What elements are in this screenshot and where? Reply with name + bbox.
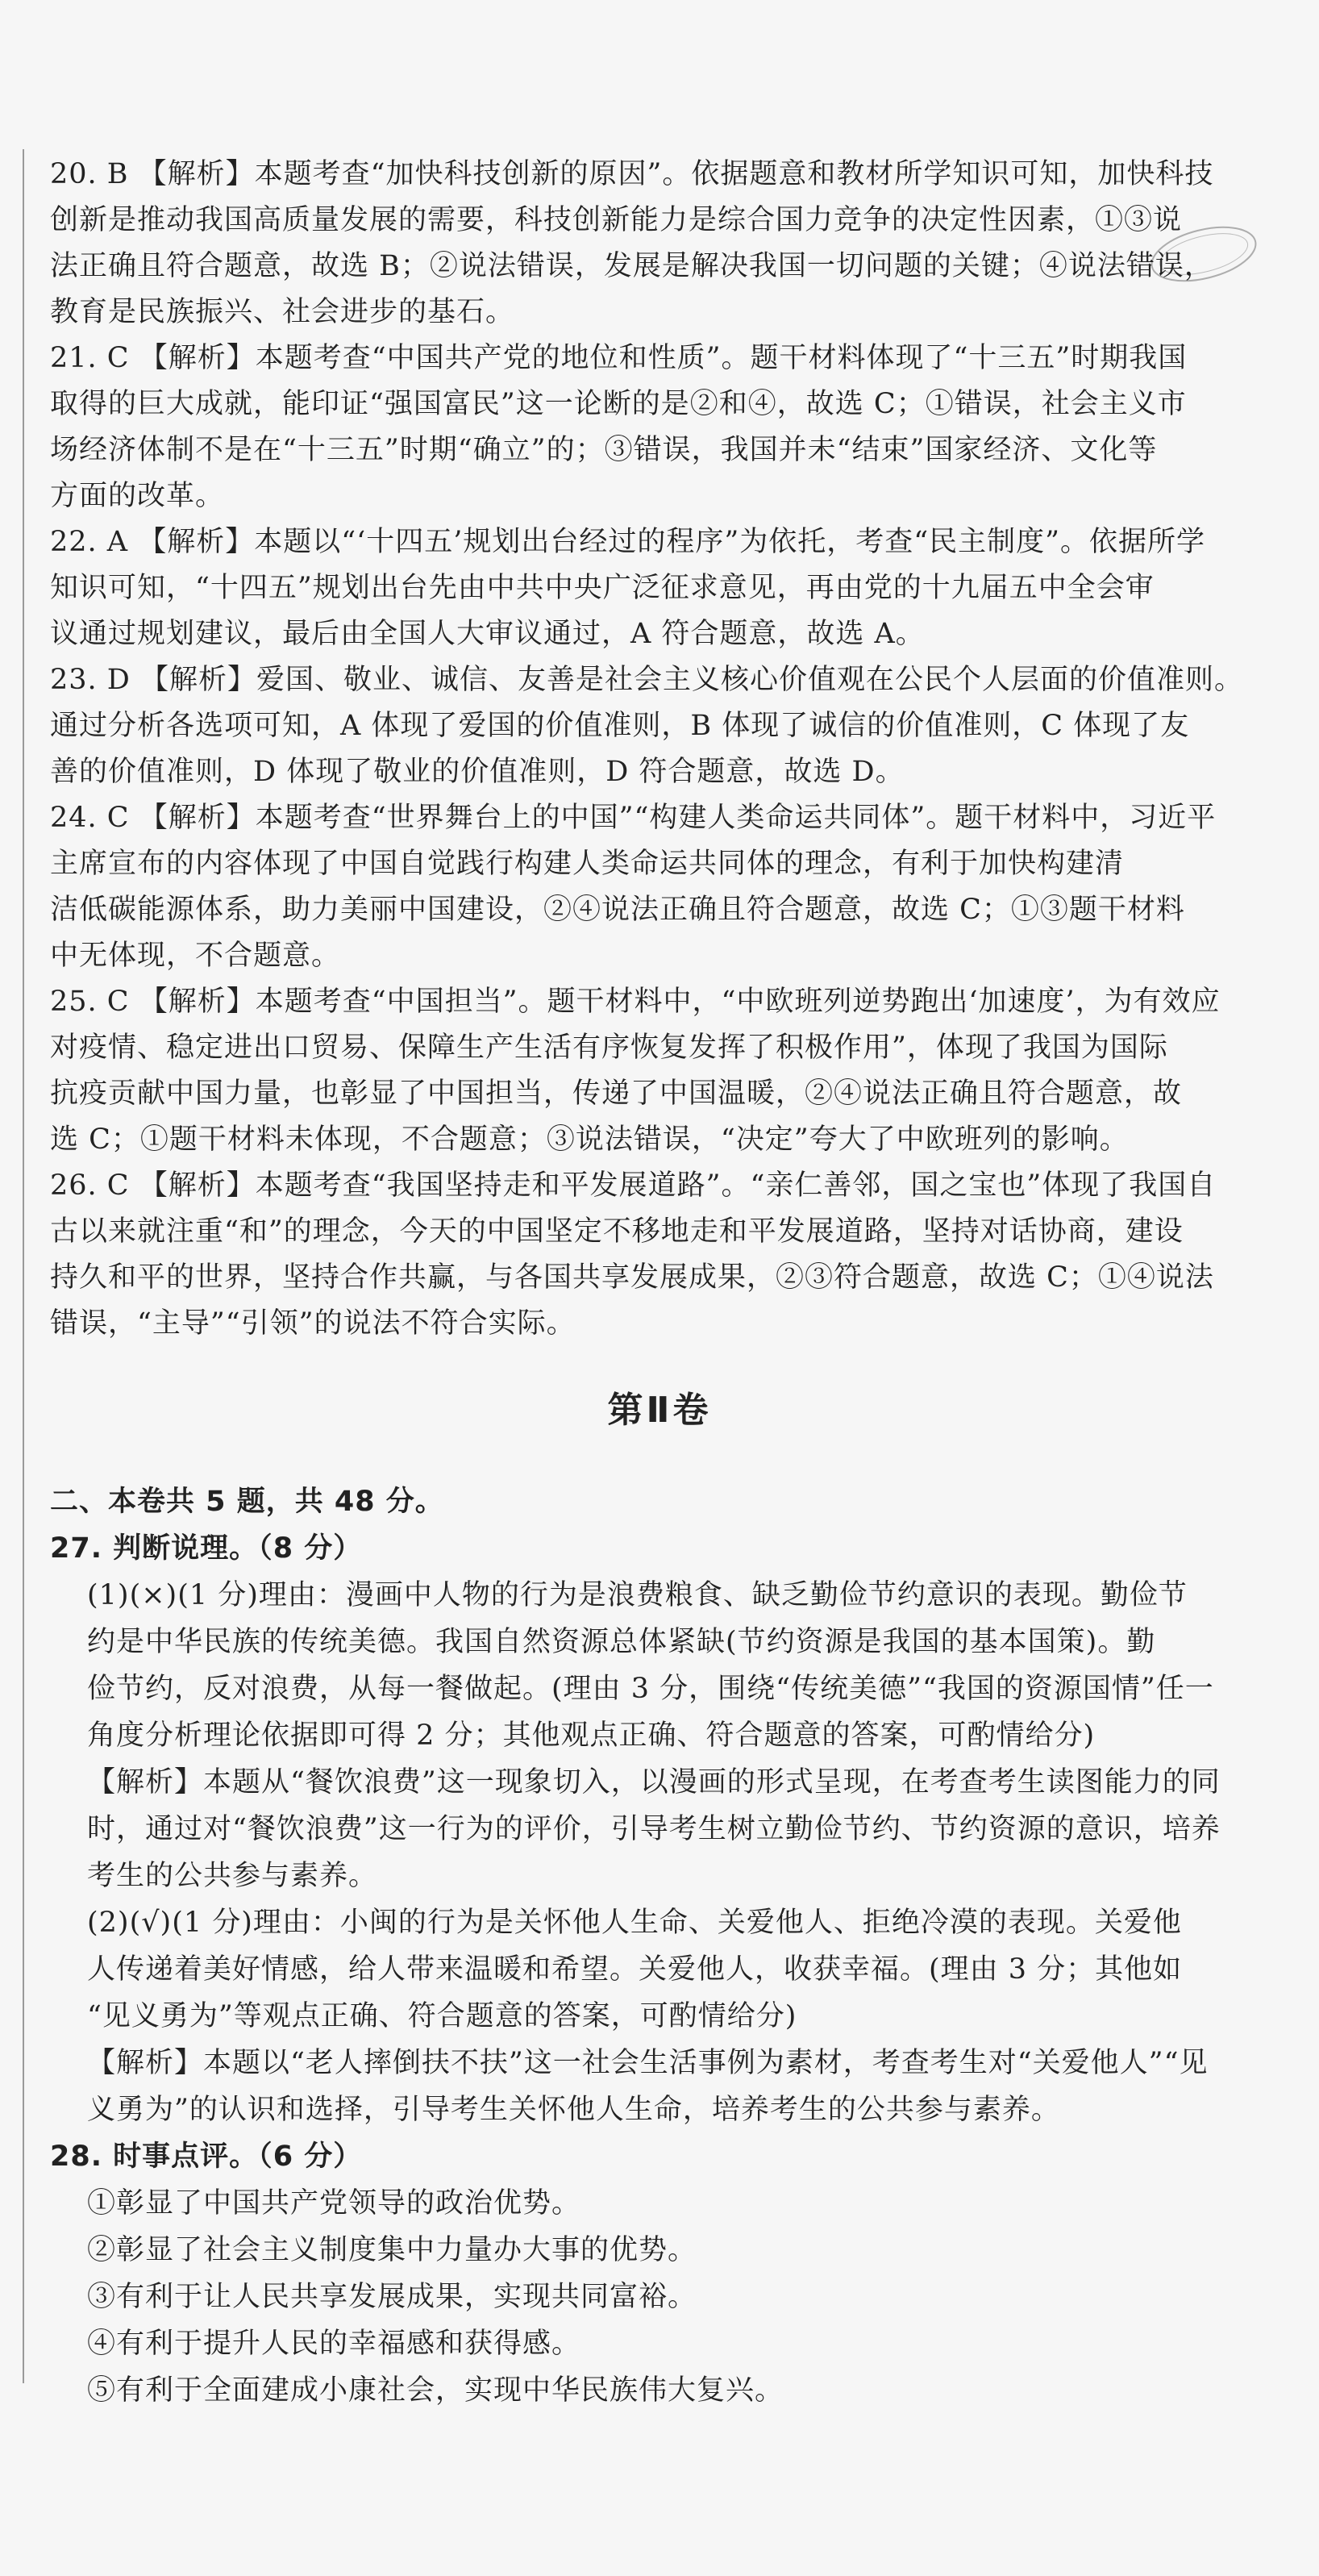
answer-line: 法正确且符合题意，故选 B；②说法错误，发展是解决我国一切问题的关键；④说法错误， xyxy=(50,250,1213,282)
answer-line: 约是中华民族的传统美德。我国自然资源总体紧缺(节约资源是我国的基本国策)。勤 xyxy=(87,1626,1156,1658)
q27-title: 27. 判断说理。（8 分） xyxy=(50,1532,363,1565)
analysis-line: 【解析】本题从“餐饮浪费”这一现象切入，以漫画的形式呈现，在考查考生读图能力的同 xyxy=(87,1766,1221,1799)
q27-analysis-1 xyxy=(50,1759,1259,1899)
q28-point: ②彰显了社会主义制度集中力量办大事的优势。 xyxy=(87,2234,697,2266)
answer-line: 角度分析理论依据即可得 2 分；其他观点正确、符合题意的答案，可酌情给分) xyxy=(87,1719,1096,1752)
answer-line: 古以来就注重“和”的理念，今天的中国坚定不移地走和平发展道路，坚持对话协商，建设 xyxy=(50,1215,1184,1248)
answer-line: 22. A 【解析】本题以“‘十四五’规划出台经过的程序”为依托，考查“民主制度”。依据所学 xyxy=(50,526,1206,558)
margin-rule xyxy=(23,149,24,2383)
answer-line: 善的价值准则，D 体现了敬业的价值准则，D 符合题意，故选 D。 xyxy=(50,756,905,788)
q28-title: 28. 时事点评。（6 分） xyxy=(50,2140,363,2173)
answer-line: 取得的巨大成就，能印证“强国富民”这一论断的是②和④，故选 C；①错误，社会主义市 xyxy=(50,388,1187,420)
answer-line: 23. D 【解析】爱国、敬业、诚信、友善是社会主义核心价值观在公民个人层面的价值准则。 xyxy=(50,664,1243,696)
answer-line: 人传递着美好情感，给人带来温暖和希望。关爱他人，收获幸福。(理由 3 分；其他如 xyxy=(87,1953,1183,1986)
analysis-line: 考生的公共参与素养。 xyxy=(87,1860,378,1892)
q28-points xyxy=(50,2180,1259,2414)
answer-line: (2)(√)(1 分)理由：小闽的行为是关怀他人生命、关爱他人、拒绝冷漠的表现。关爱他 xyxy=(87,1907,1182,1939)
answer-line: 26. C 【解析】本题考查“我国坚持走和平发展道路”。“亲仁善邻，国之宝也”体现了我国自 xyxy=(50,1169,1217,1202)
q27-analysis-2 xyxy=(50,2040,1259,2133)
answer-26 xyxy=(50,1163,1259,1347)
q28-point: ①彰显了中国共产党领导的政治优势。 xyxy=(87,2187,581,2220)
answer-20 xyxy=(50,152,1259,336)
answer-21 xyxy=(50,336,1259,519)
answer-25 xyxy=(50,979,1259,1163)
answer-line: (1)(×)(1 分)理由：漫画中人物的行为是浪费粮食、缺乏勤俭节约意识的表现。勤俭节 xyxy=(87,1579,1188,1611)
answer-line: 抗疫贡献中国力量，也彰显了中国担当，传递了中国温暖，②④说法正确且符合题意，故 xyxy=(50,1078,1183,1110)
answer-line: 20. B 【解析】本题考查“加快科技创新的原因”。依据题意和教材所学知识可知，加快科技 xyxy=(50,158,1214,190)
part-two-header: 二、本卷共 5 题，共 48 分。 xyxy=(50,1486,444,1518)
answer-line: 教育是民族振兴、社会进步的基石。 xyxy=(50,296,515,328)
q27-answer-2 xyxy=(50,1899,1259,2040)
answer-line: 对疫情、稳定进出口贸易、保障生产生活有序恢复发挥了积极作用”，体现了我国为国际 xyxy=(50,1032,1168,1064)
volume-title: 第Ⅱ卷 xyxy=(607,1390,712,1431)
answer-line: 俭节约，反对浪费，从每一餐做起。(理由 3 分，围绕“传统美德”“我国的资源国情”任一 xyxy=(87,1673,1214,1705)
answer-line: 洁低碳能源体系，助力美丽中国建设，②④说法正确且符合题意，故选 C；①③题干材料 xyxy=(50,894,1185,926)
answer-line: 主席宣布的内容体现了中国自觉践行构建人类命运共同体的理念，有利于加快构建清 xyxy=(50,848,1125,880)
answer-22 xyxy=(50,519,1259,657)
q27-answer-1 xyxy=(50,1572,1259,1759)
answer-line: “见义勇为”等观点正确、符合题意的答案，可酌情给分) xyxy=(87,2000,797,2032)
q28-point: ④有利于提升人民的幸福感和获得感。 xyxy=(87,2328,581,2360)
answer-line: 知识可知，“十四五”规划出台先由中共中央广泛征求意见，再由党的十九届五中全会审 xyxy=(50,572,1155,604)
answer-line: 通过分析各选项可知，A 体现了爱国的价值准则，B 体现了诚信的价值准则，C 体现了友 xyxy=(50,710,1190,742)
answer-line: 方面的改革。 xyxy=(50,480,225,512)
q28-point: ③有利于让人民共享发展成果，实现共同富裕。 xyxy=(87,2281,697,2313)
answer-line: 创新是推动我国高质量发展的需要，科技创新能力是综合国力竞争的决定性因素，①③说 xyxy=(50,204,1183,236)
answer-line: 选 C；①题干材料未体现，不合题意；③说法错误，“决定”夸大了中欧班列的影响。 xyxy=(50,1123,1129,1156)
answer-line: 场经济体制不是在“十三五”时期“确立”的；③错误，我国并未“结束”国家经济、文化等 xyxy=(50,434,1158,466)
answer-line: 持久和平的世界，坚持合作共赢，与各国共享发展成果，②③符合题意，故选 C；①④说法 xyxy=(50,1261,1214,1294)
multiple-choice-answers xyxy=(50,152,1259,1347)
analysis-line: 【解析】本题以“老人摔倒扶不扶”这一社会生活事例为素材，考查考生对“关爱他人”“见 xyxy=(87,2047,1209,2079)
q28-point: ⑤有利于全面建成小康社会，实现中华民族伟大复兴。 xyxy=(87,2374,784,2407)
answer-line: 25. C 【解析】本题考查“中国担当”。题干材料中，“中欧班列逆势跑出‘加速度’，为有效应 xyxy=(50,986,1221,1018)
answer-line: 错误，“主导”“引领”的说法不符合实际。 xyxy=(50,1307,576,1340)
answer-24 xyxy=(50,795,1259,979)
answer-line: 议通过规划建议，最后由全国人大审议通过，A 符合题意，故选 A。 xyxy=(50,618,925,650)
analysis-line: 时，通过对“餐饮浪费”这一行为的评价，引导考生树立勤俭节约、节约资源的意识，培养 xyxy=(87,1813,1221,1845)
analysis-line: 义勇为”的认识和选择，引导考生关怀他人生命，培养考生的公共参与素养。 xyxy=(87,2094,1060,2126)
answer-line: 中无体现，不合题意。 xyxy=(50,940,341,972)
answer-line: 24. C 【解析】本题考查“世界舞台上的中国”“构建人类命运共同体”。题干材料中，习近平 xyxy=(50,802,1217,834)
part-two xyxy=(50,1478,1259,2414)
answer-line: 21. C 【解析】本题考查“中国共产党的地位和性质”。题干材料体现了“十三五”时期我国 xyxy=(50,342,1188,374)
answer-23 xyxy=(50,657,1259,795)
